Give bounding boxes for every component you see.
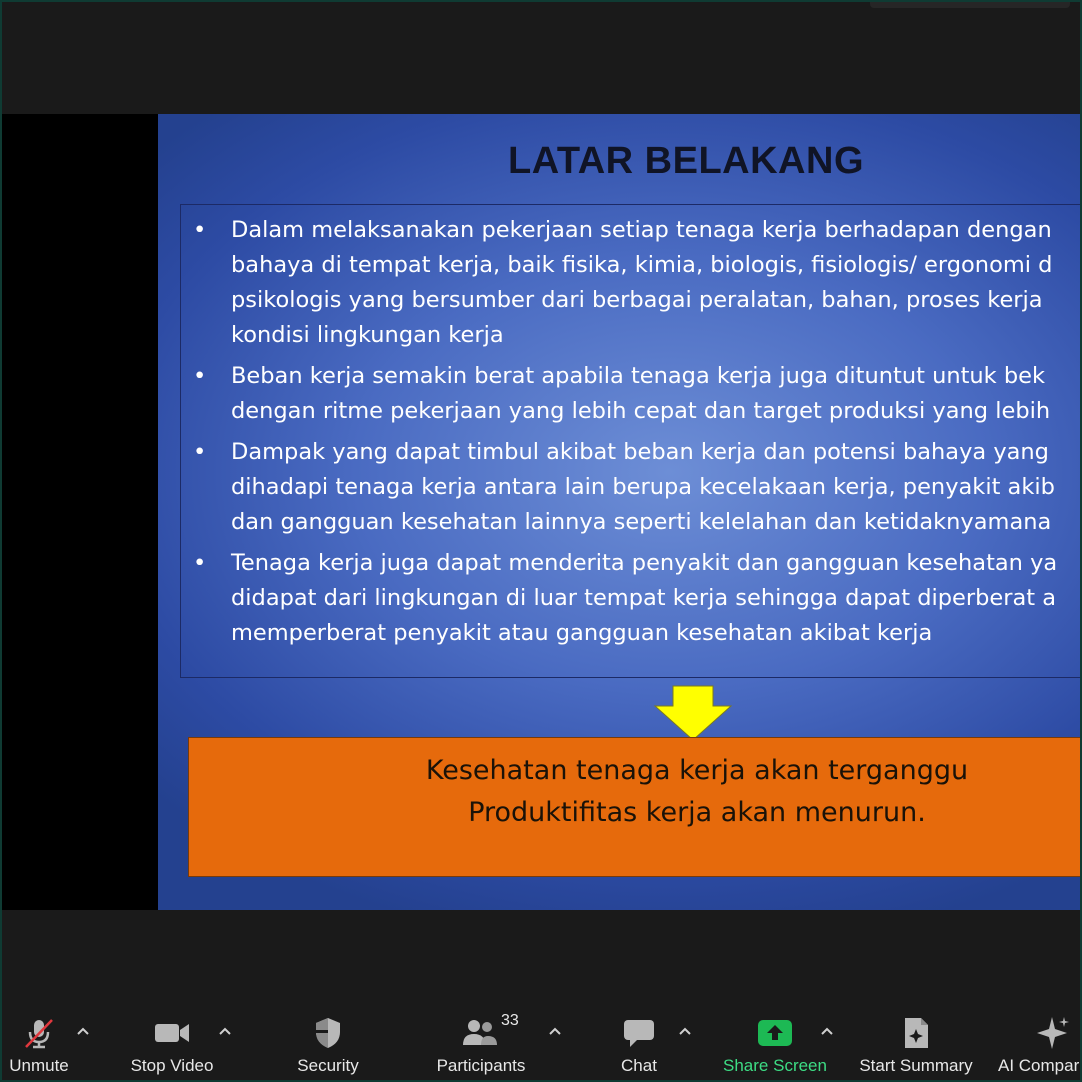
chat-bubble-icon <box>622 1014 656 1052</box>
ai-companion-label: AI Compar <box>998 1056 1080 1075</box>
conclusion-text <box>189 750 1080 834</box>
stop-video-button[interactable] <box>126 1010 218 1080</box>
summary-doc-icon <box>901 1014 931 1052</box>
chat-label: Chat <box>621 1056 657 1075</box>
audio-options-chevron-up-icon[interactable] <box>76 1024 90 1038</box>
bullet-list <box>181 213 1080 657</box>
bullet-dot-icon: • <box>193 439 207 465</box>
bullet-line: psikologis yang bersumber dari berbagai peralatan, bahan, proses kerja <box>231 287 1043 313</box>
bullet-line: Dampak yang dapat timbul akibat beban kerja dan potensi bahaya yang <box>231 439 1049 465</box>
presentation-slide <box>158 114 1080 910</box>
top-bar-edge <box>870 2 1070 8</box>
meeting-top-bar <box>2 2 1080 114</box>
bullet-item <box>181 546 1080 651</box>
bullet-box <box>180 204 1080 678</box>
down-arrow-icon <box>651 684 735 742</box>
bullet-line: kondisi lingkungan kerja <box>231 322 504 348</box>
bullet-line: dan gangguan kesehatan lainnya seperti kelelahan dan ketidaknyamana <box>231 509 1052 535</box>
bullet-line: bahaya di tempat kerja, baik fisika, kimia, biologis, fisiologis/ ergonomi d <box>231 252 1053 278</box>
participants-options-chevron-up-icon[interactable] <box>548 1024 562 1038</box>
bullet-line: Beban kerja semakin berat apabila tenaga kerja juga dituntut untuk bek <box>231 363 1046 389</box>
shield-icon <box>313 1014 343 1052</box>
share-screen-label: Share Screen <box>723 1056 827 1075</box>
slide-title: LATAR BELAKANG <box>508 140 864 182</box>
ai-companion-button[interactable] <box>998 1010 1080 1080</box>
share-screen-icon <box>756 1014 794 1052</box>
bullet-line: Tenaga kerja juga dapat menderita penyakit dan gangguan kesehatan ya <box>231 550 1058 576</box>
participants-count: 33 <box>501 1012 519 1029</box>
start-summary-button[interactable] <box>854 1010 978 1080</box>
bullet-line: Dalam melaksanakan pekerjaan setiap tenaga kerja berhadapan dengan <box>231 217 1052 243</box>
bullet-item <box>181 213 1080 353</box>
bullet-item <box>181 359 1080 429</box>
bullet-item <box>181 435 1080 540</box>
meeting-controls-area <box>2 910 1080 1080</box>
shared-screen-area <box>2 114 1080 910</box>
bullet-dot-icon: • <box>193 363 207 389</box>
share-options-chevron-up-icon[interactable] <box>820 1024 834 1038</box>
security-button[interactable] <box>292 1010 364 1080</box>
stop-video-label: Stop Video <box>130 1056 214 1075</box>
security-label: Security <box>297 1056 359 1075</box>
chat-button[interactable] <box>610 1010 668 1080</box>
bullet-line: memperberat penyakit atau gangguan kesehatan akibat kerja <box>231 620 933 646</box>
bullet-line: dihadapi tenaga kerja antara lain berupa kecelakaan kerja, penyakit akib <box>231 474 1055 500</box>
bullet-line: dengan ritme pekerjaan yang lebih cepat dan target produksi yang lebih <box>231 398 1051 424</box>
mic-muted-icon <box>22 1014 56 1052</box>
video-options-chevron-up-icon[interactable] <box>218 1024 232 1038</box>
unmute-label: Unmute <box>9 1056 69 1075</box>
conclusion-box <box>188 737 1080 877</box>
share-screen-button[interactable] <box>720 1010 830 1080</box>
chat-options-chevron-up-icon[interactable] <box>678 1024 692 1038</box>
conclusion-line: Produktifitas kerja akan menurun. <box>468 797 926 828</box>
participants-label: Participants <box>436 1056 526 1075</box>
sparkle-icon <box>1034 1014 1070 1052</box>
participants-icon <box>461 1012 519 1052</box>
bullet-dot-icon: • <box>193 217 207 243</box>
meeting-toolbar <box>2 1010 1080 1080</box>
bullet-line: didapat dari lingkungan di luar tempat kerja sehingga dapat diperberat a <box>231 585 1057 611</box>
conclusion-line: Kesehatan tenaga kerja akan terganggu <box>425 755 969 786</box>
bullet-dot-icon: • <box>193 550 207 576</box>
participants-button[interactable] <box>430 1010 532 1080</box>
start-summary-label: Start Summary <box>859 1056 973 1075</box>
video-camera-icon <box>153 1014 191 1052</box>
unmute-button[interactable] <box>2 1010 76 1080</box>
